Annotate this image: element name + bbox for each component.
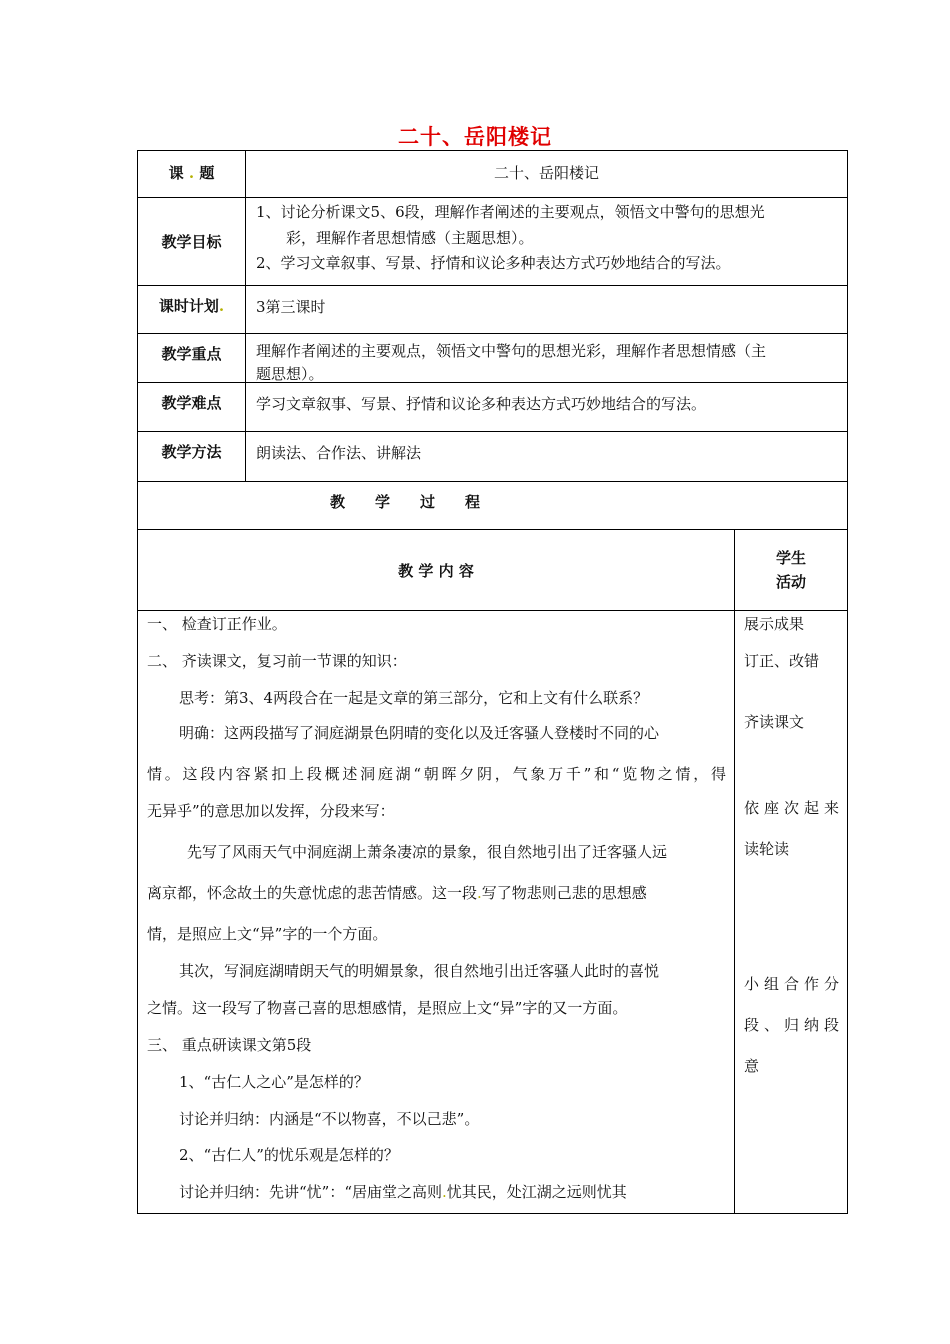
process-heading — [330, 492, 480, 513]
student-heading-line: 学生 — [775, 549, 806, 567]
goals-line: 彩，理解作者思想情感（主题思想）。 — [286, 229, 534, 247]
activity-line: 齐读课文 — [744, 713, 805, 731]
goals-line: 1、讨论分析课文5、6段，理解作者阐述的主要观点，领悟文中警句的思想光 — [256, 203, 765, 221]
method-label: 教学方法 — [161, 443, 222, 461]
content-segment: 讨论并归纳：先讲“忧”：“居庙堂之高则 — [179, 1183, 443, 1201]
activity-line: 段、归纳段 — [744, 1016, 839, 1034]
student-activity-heading — [735, 548, 847, 593]
content-segment: 忧其民，处江湖之远则忧其 — [446, 1183, 627, 1201]
content-line: 无异乎”的意思加以发挥，分段来写： — [147, 802, 395, 820]
content-line: 二、 齐读课文，复习前一节课的知识： — [147, 652, 407, 670]
content-line: 一、 检查订正作业。 — [147, 615, 287, 633]
content-segment: 离京都，怀念故土的失意忧虑的悲苦情感。这一段 — [147, 884, 478, 902]
content-heading: 教 学 内 容 — [398, 562, 474, 580]
goals-label: 教学目标 — [161, 233, 222, 251]
content-line: 2、“古仁人”的忧乐观是怎样的？ — [179, 1146, 399, 1164]
content-segment: 写了物悲则己悲的思想感 — [481, 884, 647, 902]
content-line: 明确：这两段描写了洞庭湖景色阴晴的变化以及迁客骚人登楼时不同的心 — [179, 724, 660, 742]
focus-line: 理解作者阐述的主要观点，领悟文中警句的思想光彩，理解作者思想情感（主 — [256, 342, 767, 360]
plan-value: 3第三课时 — [256, 298, 326, 316]
plan-label-text: 课时计划 — [158, 297, 219, 315]
topic-label-part: 课 — [168, 164, 184, 182]
content-line: 情。这段内容紧扣上段概述洞庭湖“朝晖夕阴，气象万千”和“览物之情，得 — [147, 765, 726, 783]
content-line: 先写了风雨天气中洞庭湖上萧条凄凉的景象，很自然地引出了迁客骚人远 — [187, 843, 668, 861]
student-heading-line: 活动 — [775, 573, 806, 591]
content-line: 情，是照应上文“异”字的一个方面。 — [147, 925, 388, 943]
process-heading-char: 过 — [419, 493, 435, 511]
content-line — [179, 1181, 627, 1202]
difficulty-label: 教学难点 — [161, 394, 222, 412]
process-heading-char: 教 — [330, 493, 346, 511]
content-line: 其次，写洞庭湖晴朗天气的明媚景象，很自然地引出迁客骚人此时的喜悦 — [179, 962, 660, 980]
content-line: 之情。这一段写了物喜己喜的思想感情，是照应上文“异”字的又一方面。 — [147, 999, 628, 1017]
activity-line: 小组合作分 — [744, 975, 839, 993]
focus-line: 题思想）。 — [256, 365, 324, 383]
focus-label: 教学重点 — [161, 345, 222, 363]
topic-label-part: 题 — [199, 164, 215, 182]
goals-line: 2、学习文章叙事、写景、抒情和议论多种表达方式巧妙地结合的写法。 — [256, 254, 731, 272]
activity-line: 依座次起来 — [744, 799, 839, 817]
method-value: 朗读法、合作法、讲解法 — [256, 444, 422, 462]
activity-line: 展示成果 — [744, 615, 805, 633]
marker-dot: . — [477, 884, 482, 902]
content-line: 讨论并归纳：内涵是“不以物喜，不以己悲”。 — [179, 1110, 480, 1128]
plan-label — [138, 296, 245, 317]
process-heading-char: 学 — [374, 493, 390, 511]
activity-line: 读轮读 — [744, 840, 790, 858]
process-heading-char: 程 — [464, 493, 480, 511]
page-title: 二十、岳阳楼记 — [398, 124, 552, 149]
content-line — [147, 882, 647, 903]
content-line: 1、“古仁人之心”是怎样的？ — [179, 1073, 369, 1091]
difficulty-value: 学习文章叙事、写景、抒情和议论多种表达方式巧妙地结合的写法。 — [256, 395, 707, 413]
content-line: 三、 重点研读课文第5段 — [147, 1036, 312, 1054]
marker-dot: . — [218, 297, 225, 315]
activity-line: 意 — [744, 1057, 760, 1075]
topic-value: 二十、岳阳楼记 — [493, 164, 599, 182]
topic-label — [138, 163, 245, 184]
content-line: 思考：第3、4两段合在一起是文章的第三部分，它和上文有什么联系？ — [179, 689, 649, 707]
marker-dot: . — [183, 164, 200, 182]
marker-dot: . — [442, 1183, 447, 1201]
activity-line: 订正、改错 — [744, 652, 820, 670]
